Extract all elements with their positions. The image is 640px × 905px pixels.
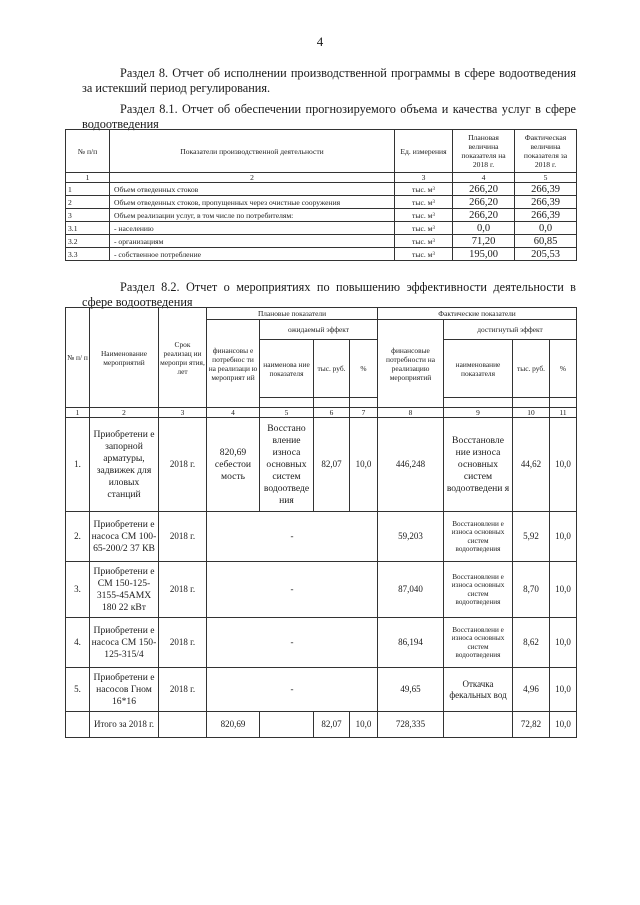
header-cell: тыс. руб. [314,340,350,398]
table-row [66,183,577,196]
total-fact-percent: 10,0 [550,712,577,738]
fact-financing: 446,248 [378,418,444,512]
table-row [66,248,577,261]
fact-financing: 87,040 [378,562,444,618]
column-number: 7 [350,408,378,418]
column-number: 4 [207,408,260,418]
column-number: 9 [444,408,513,418]
plan-value: 195,00 [453,248,515,261]
table-total-row [66,712,577,738]
plan-indicator: Восстано вление износа основных систем водоотведе ния [260,418,314,512]
header-cell: Фактические показатели [378,308,577,320]
plan-percent: 10,0 [350,418,378,512]
fact-value: 0,0 [515,222,577,235]
plan-dash: - [207,618,378,668]
term: 2018 г. [159,618,207,668]
fact-rub: 44,62 [513,418,550,512]
column-number: 5 [515,173,577,183]
measure-name: Приобретени е СМ 150-125-3155-45АМХ 180 22 кВт [90,562,159,618]
table-row [66,618,577,668]
row-number: 3. [66,562,90,618]
table-row [66,196,577,209]
total-plan-rub: 82,07 [314,712,350,738]
unit: тыс. $м^3$ [395,235,453,248]
table-row [66,209,577,222]
total-plan-financing: 820,69 [207,712,260,738]
column-number: 8 [378,408,444,418]
header-cell: № п/п [66,130,110,173]
page-number: 4 [316,34,324,49]
section-8-1-title: Раздел 8.1. Отчет об обеспечении прогнозируемого объема и качества услуг в сфере водоотведения [82,102,576,131]
fact-indicator: Восстановлени е износа основных систем водоотведения [444,562,513,618]
column-number: 3 [395,173,453,183]
header-cell: Срок реализац ии меропри ятия, лет [159,308,207,408]
total-label: Итого за 2018 г. [90,712,159,738]
fact-value: 205,53 [515,248,577,261]
indicator-name: - организациям [110,235,395,248]
header-cell: № п/ п [66,308,90,408]
plan-dash: - [207,562,378,618]
measure-name: Приобретени е насоса СМ 150-125-315/4 [90,618,159,668]
services-volume-table [65,129,577,261]
row-number: 3.2 [66,235,110,248]
term: 2018 г. [159,418,207,512]
column-number: 3 [159,408,207,418]
fact-financing: 49,65 [378,668,444,712]
indicator-name: Объем реализации услуг, в том числе по потребителям: [110,209,395,222]
unit: тыс. $м^3$ [395,248,453,261]
unit: тыс. $м^3$ [395,209,453,222]
unit: тыс. $м^3$ [395,183,453,196]
fact-financing: 59,203 [378,512,444,562]
term: 2018 г. [159,668,207,712]
fact-percent: 10,0 [550,618,577,668]
row-number: 4. [66,618,90,668]
indicator-name: - собственное потребление [110,248,395,261]
header-cell: ожидаемый эффект [260,320,378,340]
table-row [66,512,577,562]
term: 2018 г. [159,512,207,562]
fact-rub: 8,70 [513,562,550,618]
table-header-row [66,308,577,320]
fact-value: 266,39 [515,196,577,209]
indicator-name: Объем отведенных стоков [110,183,395,196]
fact-indicator: Восстановле ние износа основных систем водоотведени я [444,418,513,512]
table-row [66,668,577,712]
term: 2018 г. [159,562,207,618]
header-cell: Наименование мероприятий [90,308,159,408]
fact-rub: 5,92 [513,512,550,562]
plan-rub: 82,07 [314,418,350,512]
unit: тыс. $м^3$ [395,196,453,209]
plan-value: 0,0 [453,222,515,235]
total-fact-rub: 72,82 [513,712,550,738]
row-number: 1. [66,418,90,512]
header-cell: Плановые показатели [207,308,378,320]
column-number: 1 [66,408,90,418]
plan-dash: - [207,668,378,712]
plan-dash: - [207,512,378,562]
row-number: 5. [66,668,90,712]
table-row [66,562,577,618]
indicator-name: Объем отведенных стоков, пропущенных через очистные сооружения [110,196,395,209]
measure-name: Приобретени е насоса СМ 100-65-200/2 37 КВ [90,512,159,562]
fact-percent: 10,0 [550,668,577,712]
plan-financing: 820,69 себестои мость [207,418,260,512]
section-8-title: Раздел 8. Отчет об исполнении производственной программы в сфере водоотведения за истекший период регулирования. [82,66,576,95]
header-cell: % [350,340,378,398]
header-cell: тыс. руб. [513,340,550,398]
row-number: 1 [66,183,110,196]
fact-percent: 10,0 [550,418,577,512]
header-cell: финансовы е потребнос ти на реализаци ю мероприят ий [207,320,260,408]
plan-value: 266,20 [453,196,515,209]
column-number: 11 [550,408,577,418]
fact-percent: 10,0 [550,512,577,562]
header-cell: Ед. измерения [395,130,453,173]
fact-financing: 86,194 [378,618,444,668]
table-header-row [66,130,577,173]
header-cell: наименова ние показателя [260,340,314,398]
column-number: 1 [66,173,110,183]
section-8-2-title: Раздел 8.2. Отчет о мероприятиях по повышению эффективности деятельности в сфере водоотведения [82,280,576,309]
header-cell: достигнутый эффект [444,320,577,340]
column-number: 2 [110,173,395,183]
column-number-row [66,408,577,418]
header-cell: наименование показателя [444,340,513,398]
fact-value: 60,85 [515,235,577,248]
unit: тыс. $м^3$ [395,222,453,235]
table-row [66,418,577,512]
fact-value: 266,39 [515,183,577,196]
table-row [66,235,577,248]
header-cell: Плановая величина показателя на 2018 г. [453,130,515,173]
column-number-row [66,173,577,183]
row-number: 3.1 [66,222,110,235]
header-cell: Показатели производственной деятельности [110,130,395,173]
row-number: 3 [66,209,110,222]
column-number: 6 [314,408,350,418]
fact-value: 266,39 [515,209,577,222]
indicator-name: - населению [110,222,395,235]
row-number: 2. [66,512,90,562]
measure-name: Приобретени е запорной арматуры, задвижек для иловых станций [90,418,159,512]
fact-percent: 10,0 [550,562,577,618]
plan-value: 266,20 [453,183,515,196]
fact-indicator: Восстановлени е износа основных систем водоотведения [444,512,513,562]
fact-rub: 8,62 [513,618,550,668]
column-number: 4 [453,173,515,183]
column-number: 5 [260,408,314,418]
efficiency-measures-table [65,307,577,738]
total-plan-percent: 10,0 [350,712,378,738]
row-number: 2 [66,196,110,209]
measure-name: Приобретени е насосов Гном 16*16 [90,668,159,712]
column-number: 2 [90,408,159,418]
table-row [66,222,577,235]
fact-indicator: Восстановлени е износа основных систем водоотведения [444,618,513,668]
column-number: 10 [513,408,550,418]
header-cell: Фактическая величина показателя за 2018 г. [515,130,577,173]
plan-value: 71,20 [453,235,515,248]
fact-indicator: Откачка фекальных вод [444,668,513,712]
fact-rub: 4,96 [513,668,550,712]
plan-value: 266,20 [453,209,515,222]
header-cell: финансовые потребности на реализацию мероприятий [378,320,444,408]
total-fact-financing: 728,335 [378,712,444,738]
row-number: 3.3 [66,248,110,261]
header-cell: % [550,340,577,398]
